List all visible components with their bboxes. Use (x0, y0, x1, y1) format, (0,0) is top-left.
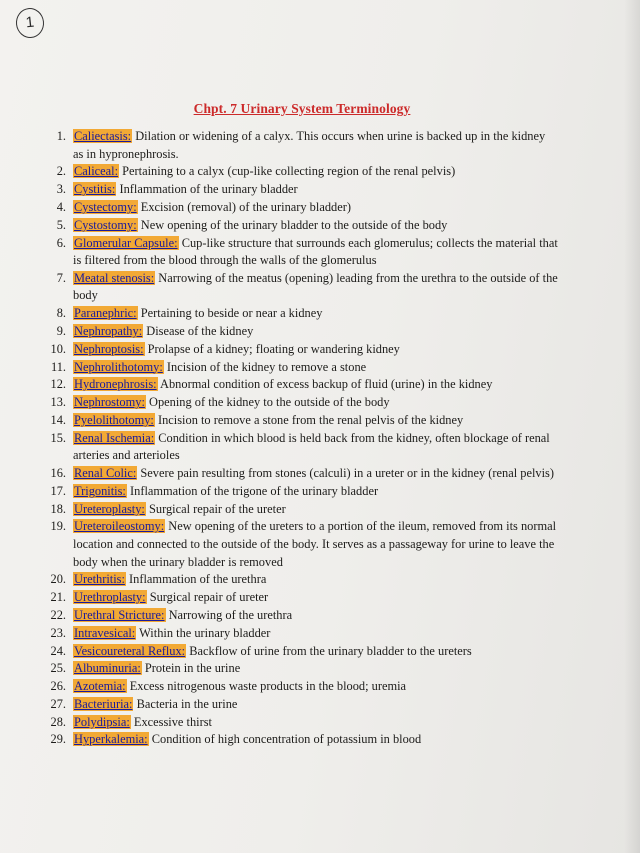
item-number: 4. (56, 199, 66, 214)
list-item (0, 305, 640, 323)
highlighted-term: Polydipsia: (74, 714, 130, 729)
list-item (0, 731, 640, 749)
list-item (0, 412, 640, 430)
term-definition: Abnormal condition of excess backup of fluid (urine) in the kidney (160, 377, 493, 392)
term-definition: Protein in the urine (144, 661, 241, 676)
highlighted-term: Urethroplasty: (74, 590, 146, 605)
list-item (0, 483, 640, 501)
list-item (0, 430, 640, 465)
highlighted-term: Renal Ischemia: (74, 430, 155, 445)
highlighted-term: Paranephric: (74, 306, 137, 321)
term-definition: Surgical repair of the ureter (149, 501, 286, 516)
term-definition: Severe pain resulting from stones (calculi) in a ureter or in the kidney (renal pelvis) (140, 466, 554, 481)
highlighted-term: Nephrostomy: (74, 395, 145, 410)
highlighted-term: Pyelolithotomy: (74, 412, 154, 427)
list-item (0, 217, 640, 235)
list-item (0, 394, 640, 412)
item-number: 11. (50, 359, 66, 374)
term-definition: Within the urinary bladder (139, 625, 271, 640)
handwritten-page-number: 1 (15, 7, 46, 40)
item-number: 9. (56, 324, 66, 339)
list-item (0, 571, 640, 589)
term-definition: Inflammation of the trigone of the urinary bladder (130, 483, 379, 498)
item-number: 16. (50, 466, 66, 481)
item-number: 5. (56, 217, 66, 232)
list-item (0, 181, 640, 199)
highlighted-term: Hyperkalemia: (74, 732, 148, 747)
item-number: 28. (50, 714, 66, 729)
highlighted-term: Ureteroplasty: (74, 501, 145, 516)
term-definition: Narrowing of the urethra (168, 607, 293, 622)
term-definition: Pertaining to a calyx (cup-like collecting region of the renal pelvis) (122, 164, 456, 179)
term-definition: Inflammation of the urinary bladder (119, 182, 298, 197)
term-definition: Bacteria in the urine (136, 696, 238, 711)
item-number: 8. (56, 306, 66, 321)
item-number: 3. (56, 182, 66, 197)
highlighted-term: Cystitis: (74, 182, 116, 197)
term-definition: Disease of the kidney (146, 324, 254, 339)
highlighted-term: Cystostomy: (74, 217, 137, 232)
highlighted-term: Trigonitis: (74, 483, 126, 498)
item-number: 25. (50, 661, 66, 676)
item-number: 7. (56, 270, 66, 285)
item-number: 27. (50, 696, 66, 711)
item-number: 22. (50, 607, 66, 622)
terminology-list (0, 128, 640, 749)
item-number: 23. (50, 625, 66, 640)
term-definition: New opening of the ureters to a portion of the ileum, removed from its normal location and connected to the outside of the body. It serves as a passageway for urine to leave the body when the urinary bladder is removed (73, 519, 557, 569)
list-item (0, 235, 640, 270)
item-number: 24. (50, 643, 66, 658)
term-definition: Backflow of urine from the urinary bladder to the ureters (189, 643, 472, 658)
highlighted-term: Azotemia: (74, 679, 126, 694)
highlighted-term: Hydronephrosis: (74, 377, 157, 392)
term-definition: Cup-like structure that surrounds each glomerulus; collects the material that is filtered from the blood through the walls of the glomerulus (73, 235, 558, 268)
highlighted-term: Caliceal: (74, 164, 119, 179)
list-item (0, 625, 640, 643)
term-definition: Inflammation of the urethra (129, 572, 267, 587)
list-item (0, 323, 640, 341)
item-number: 17. (50, 483, 66, 498)
list-item (0, 660, 640, 678)
term-definition: Condition in which blood is held back from the kidney, often blockage of renal arteries and arterioles (73, 430, 550, 463)
term-definition: Excision (removal) of the urinary bladder) (140, 199, 351, 214)
item-number: 15. (50, 430, 66, 445)
term-definition: Prolapse of a kidney; floating or wandering kidney (147, 341, 400, 356)
term-definition: Excessive thirst (133, 714, 212, 729)
item-number: 6. (56, 235, 66, 250)
highlighted-term: Nephropathy: (74, 324, 143, 339)
list-item (0, 501, 640, 519)
highlighted-term: Urethral Stricture: (74, 607, 165, 622)
item-number: 10. (50, 341, 66, 356)
term-definition: Surgical repair of ureter (149, 590, 269, 605)
term-definition: Incision to remove a stone from the renal pelvis of the kidney (157, 412, 464, 427)
item-number: 21. (50, 590, 66, 605)
highlighted-term: Meatal stenosis: (74, 270, 155, 285)
item-number: 14. (50, 412, 66, 427)
term-definition: Pertaining to beside or near a kidney (140, 306, 323, 321)
highlighted-term: Caliectasis: (74, 129, 132, 143)
term-definition: Excess nitrogenous waste products in the blood; uremia (129, 679, 407, 694)
highlighted-term: Glomerular Capsule: (74, 235, 178, 250)
highlighted-term: Renal Colic: (74, 466, 137, 481)
list-item (0, 607, 640, 625)
item-number: 19. (50, 519, 66, 534)
list-item (0, 376, 640, 394)
highlighted-term: Intravesical: (74, 625, 136, 640)
list-item (0, 714, 640, 732)
list-item (0, 465, 640, 483)
page-title: Chpt. 7 Urinary System Terminology (193, 101, 411, 116)
list-item (0, 341, 640, 359)
term-definition: Incision of the kidney to remove a stone (166, 359, 367, 374)
term-definition: New opening of the urinary bladder to the outside of the body (140, 217, 448, 232)
item-number: 20. (50, 572, 66, 587)
highlighted-term: Urethritis: (74, 572, 125, 587)
highlighted-term: Cystectomy: (74, 199, 137, 214)
highlighted-term: Bacteriuria: (74, 696, 133, 711)
list-item (0, 199, 640, 217)
item-number: 29. (50, 732, 66, 747)
highlighted-term: Nephrolithotomy: (74, 359, 163, 374)
item-number: 26. (50, 679, 66, 694)
term-definition: Dilation or widening of a calyx. This occurs when urine is backed up in the kidney as in hypronephrosis. (73, 129, 546, 161)
list-item (0, 518, 640, 571)
list-item (0, 163, 640, 181)
list-item (0, 359, 640, 377)
highlighted-term: Nephroptosis: (74, 341, 144, 356)
term-definition: Narrowing of the meatus (opening) leading from the urethra to the outside of the body (73, 270, 558, 303)
list-item (0, 678, 640, 696)
item-number: 12. (50, 377, 66, 392)
list-item (0, 643, 640, 661)
highlighted-term: Vesicoureteral Reflux: (74, 643, 186, 658)
term-definition: Opening of the kidney to the outside of the body (149, 395, 390, 410)
term-definition: Condition of high concentration of potassium in blood (151, 732, 422, 747)
highlighted-term: Ureteroileostomy: (74, 519, 165, 534)
highlighted-term: Albuminuria: (74, 661, 141, 676)
list-item (0, 696, 640, 714)
item-number: 1. (56, 129, 66, 143)
list-item (0, 270, 640, 305)
list-item (0, 589, 640, 607)
item-number: 13. (50, 395, 66, 410)
item-number: 2. (56, 164, 66, 179)
list-item (0, 128, 640, 163)
item-number: 18. (50, 501, 66, 516)
